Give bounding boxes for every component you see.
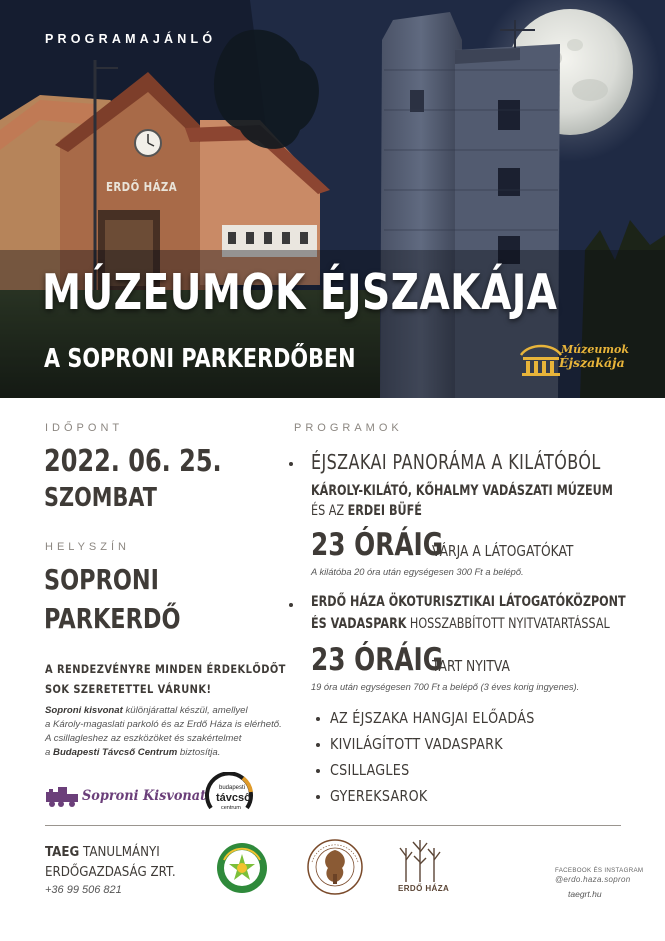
kisvonat-logo-text: Soproni Kisvonat — [82, 788, 207, 804]
program-1-buffet: ERDEI BÜFÉ — [347, 503, 422, 519]
tavcso-top: budapesti — [219, 785, 246, 791]
program-2-extended-hours: HOSSZABBÍTOTT NYITVATARTÁSSAL — [406, 616, 610, 632]
train-text: különjárattal készül, amellyel — [122, 705, 248, 716]
list-item: GYEREKSAROK — [330, 787, 428, 805]
list-item: CSILLAGLES — [330, 761, 410, 779]
erdo-haza-logo — [396, 838, 450, 896]
phone-number: +36 99 506 821 — [45, 884, 122, 896]
green-seal-logo — [216, 842, 268, 894]
taeg-logo — [306, 838, 364, 896]
place-line-2: PARKERDŐ — [44, 602, 181, 635]
event-date: 2022. 06. 25. — [44, 444, 222, 479]
welcome-line-1: A RENDEZVÉNYRE MINDEN ÉRDEKLŐDŐT — [45, 662, 286, 676]
kicker-label: PROGRAMAJÁNLÓ — [45, 32, 217, 46]
tavcso-centrum-name: Budapesti Távcső Centrum — [53, 747, 178, 758]
train-line-4-pre: a — [45, 747, 54, 758]
program-1-hours-tail: VÁRJA A LÁTOGATÓKAT — [432, 542, 574, 560]
programs-label: PROGRAMOK — [294, 422, 403, 434]
program-1-venue-pre: ÉS AZ — [311, 503, 348, 519]
organizer-name-line-2: ERDŐGAZDASÁG ZRT. — [45, 864, 176, 880]
list-item: AZ ÉJSZAKA HANGJAI ELŐADÁS — [330, 709, 535, 727]
website-link: taegrt.hu — [568, 889, 602, 899]
tavcso-centrum-logo — [203, 772, 255, 818]
muzeumok-ejszakaja-logo — [519, 335, 629, 381]
bullet-icon — [316, 743, 320, 747]
event-subtitle: A SOPRONI PARKERDŐBEN — [44, 344, 356, 374]
program-1-venue-line-3 — [311, 503, 422, 519]
list-item: KIVILÁGÍTOTT VADASPARK — [330, 735, 503, 753]
train-line-1 — [45, 704, 248, 718]
program-2-line-2 — [311, 616, 610, 632]
logo-line-2: Éjszakája — [559, 355, 625, 370]
event-title: MÚZEUMOK ÉJSZAKÁJA — [42, 264, 558, 321]
logo-line-1: Múzeumok — [561, 343, 630, 356]
train-line-4 — [45, 746, 220, 760]
train-line-4-post: biztosítja. — [177, 747, 221, 758]
program-2-vadaspark: ÉS VADASPARK — [311, 616, 407, 632]
program-2-note: 19 óra után egységesen 700 Ft a belépő (3 éves korig ingyenes). — [311, 682, 580, 692]
hero-image — [0, 0, 665, 398]
organizer-name — [45, 842, 176, 882]
bullet-icon — [316, 769, 320, 773]
program-2-title: ERDŐ HÁZA ÖKOTURISZTIKAI LÁTOGATÓKÖZPONT — [311, 594, 626, 610]
museum-columns-icon — [519, 341, 563, 377]
program-1-hours: 23 ÓRÁIG — [311, 527, 444, 563]
place-line-1: SOPRONI — [44, 563, 159, 596]
program-2-hours: 23 ÓRÁIG — [311, 642, 444, 678]
footer-divider — [45, 825, 621, 826]
organizer-name-rest: TANULMÁNYI — [79, 844, 160, 860]
social-handle: @erdo.haza.sopron — [555, 875, 631, 884]
train-name: Soproni kisvonat — [45, 705, 123, 716]
bullet-icon — [289, 462, 293, 466]
welcome-line-2: SOK SZERETETTEL VÁRUNK! — [45, 682, 212, 696]
program-1-note: A kilátóba 20 óra után egységesen 300 Ft a belépő. — [311, 567, 524, 577]
tavcso-main: távcső — [216, 792, 251, 804]
event-day: SZOMBAT — [44, 483, 157, 513]
program-1-title: ÉJSZAKAI PANORÁMA A KILÁTÓBÓL — [311, 450, 601, 474]
place-label: HELYSZÍN — [45, 541, 130, 553]
date-label: IDŐPONT — [45, 422, 124, 434]
train-line-3: A csillagleshez az eszközöket és szakértelmet — [45, 733, 242, 744]
bullet-icon — [289, 603, 293, 607]
organizer-short: TAEG — [45, 844, 80, 860]
building-sign: ERDŐ HÁZA — [106, 180, 178, 194]
train-line-2: a Károly-magaslati parkoló és az Erdő Háza is elérhető. — [45, 719, 282, 730]
forest-trees-icon — [396, 838, 444, 882]
erdo-haza-logo-text: ERDŐ HÁZA — [398, 884, 450, 893]
program-2-hours-tail: TART NYITVA — [432, 657, 510, 675]
program-1-venues: KÁROLY-KILÁTÓ, KŐHALMY VADÁSZATI MÚZEUM — [311, 483, 613, 499]
social-label: FACEBOOK ÉS INSTAGRAM — [555, 867, 644, 874]
tavcso-bottom: centrum — [221, 805, 241, 811]
social-media — [555, 866, 643, 885]
bullet-icon — [316, 795, 320, 799]
train-icon — [44, 786, 80, 808]
bullet-icon — [316, 717, 320, 721]
